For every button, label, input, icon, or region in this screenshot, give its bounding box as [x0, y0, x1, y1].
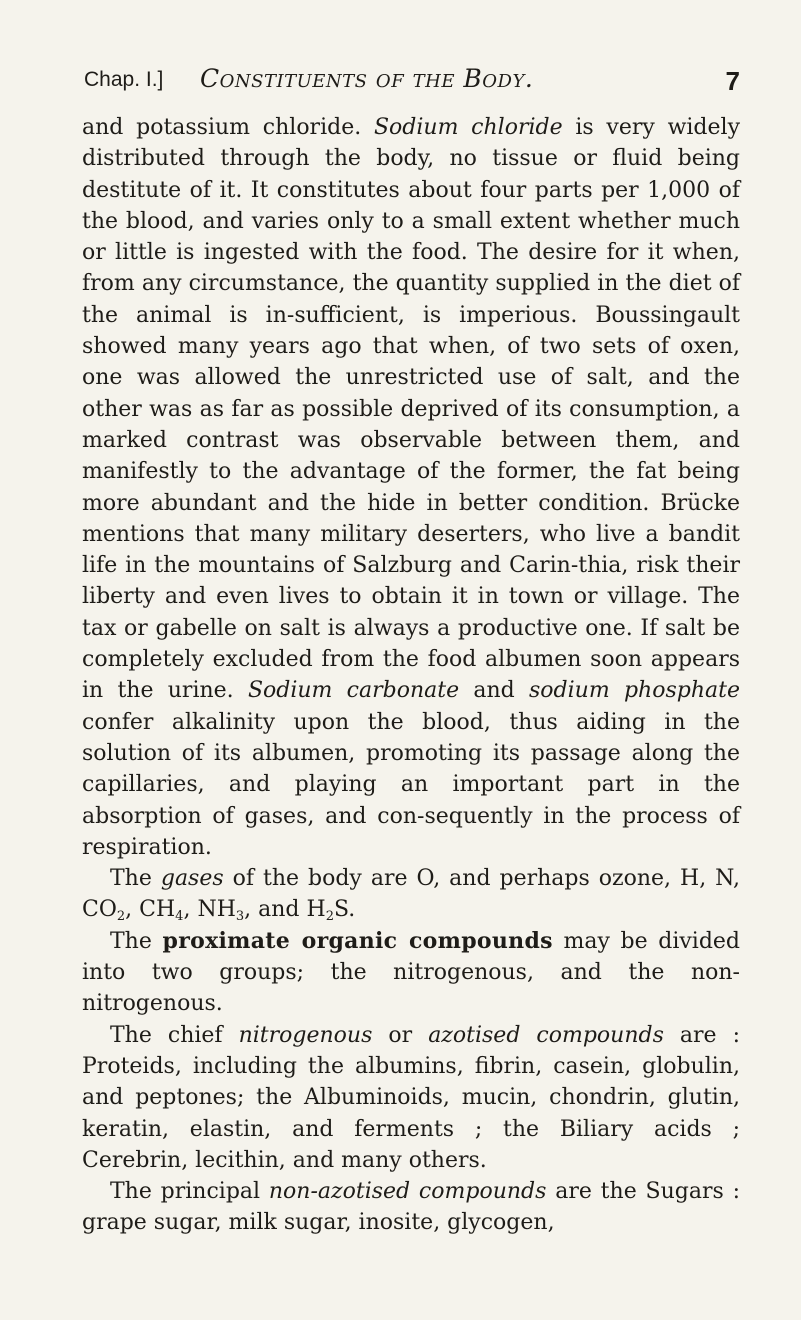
- text-run: , CH: [125, 897, 176, 923]
- text-run: may be divided into two groups; the nitrogenous, and the non-nitrogenous.: [82, 928, 741, 1017]
- term-non-azotised-compounds: non-azotised compounds: [268, 1179, 547, 1205]
- text-run: The: [110, 866, 152, 892]
- term-sodium-carbonate: Sodium carbonate: [247, 678, 460, 704]
- text-run: of the body are O, and perhaps ozone, H, N, CO: [82, 866, 741, 923]
- subscript: 4: [175, 909, 184, 925]
- text-run: and potassium chloride.: [82, 115, 362, 140]
- text-run: are the Sugars : grape sugar, milk sugar, inosite, glycogen,: [82, 1179, 740, 1236]
- term-sodium-phosphate: sodium phosphate: [529, 678, 740, 704]
- running-header: [84, 64, 740, 104]
- subscript: 3: [235, 909, 245, 925]
- term-azotised-compounds: azotised compounds: [428, 1022, 664, 1048]
- text-run: confer alkalinity upon the blood, thus aiding in the solution of its albumen, promoting its passage along the capillaries, and playing an important part in the absorption of gases, and con-sequently in the process of respiration.: [82, 709, 740, 860]
- text-run: The principal: [110, 1179, 261, 1205]
- term-gases: gases: [160, 866, 224, 892]
- page-number: 7: [725, 66, 740, 96]
- paragraph-sodium-salts: [82, 112, 740, 863]
- term-nitrogenous: nitrogenous: [238, 1022, 373, 1048]
- text-run: are : Proteids, including the albumins, fibrin, casein, globulin, and peptones; the Albuminoids, mucin, chondrin, glutin, keratin, elastin, and ferments ; the Biliary acids ; Cerebrin, lecithin, and many others.: [82, 1022, 740, 1173]
- text-run: , and H: [244, 897, 326, 923]
- chapter-label: Chap. I.]: [84, 68, 164, 91]
- text-run: S.: [333, 897, 356, 923]
- paragraph-gases: [82, 863, 740, 926]
- text-run: , NH: [183, 897, 236, 923]
- paragraph-non-azotised: [82, 1176, 740, 1239]
- term-proximate-organic-compounds: proximate organic compounds: [162, 927, 553, 954]
- text-run: The chief: [110, 1022, 223, 1048]
- text-run: The: [110, 928, 152, 954]
- paragraph-proximate-compounds: [82, 926, 740, 1020]
- running-title: Constituents of the Body.: [200, 64, 534, 93]
- text-run: and: [473, 678, 515, 704]
- paragraph-nitrogenous: [82, 1020, 740, 1176]
- body-text: [82, 112, 740, 1239]
- text-run: or: [388, 1022, 413, 1048]
- term-sodium-chloride: Sodium chloride: [373, 115, 563, 140]
- subscript: 2: [116, 909, 126, 925]
- subscript: 2: [325, 909, 334, 925]
- text-run: is very widely distributed through the body, no tissue or fluid being destitute of it. It constitutes about four parts per 1,000 of the blood, and varies only to a small extent whether much or little is ingested with the food. The desire for it when, from any circumstance, the quantity supplied in the diet of the animal is in-sufficient, is imperious. Boussingault showed many years ago that when, of two sets of oxen, one was allowed the unrestricted use of salt, and the other was as far as possible deprived of its consumption, a marked contrast was observable between them, and manifestly to the advantage of the former, the fat being more abundant and the hide in better condition. Brücke mentions that many military deserters, who live a bandit life in the mountains of Salzburg and Carin-thia, risk their liberty and even lives to obtain it in town or village. The tax or gabelle on salt is always a productive one. If salt be completely excluded from the food albumen soon appears in the urine.: [82, 115, 740, 704]
